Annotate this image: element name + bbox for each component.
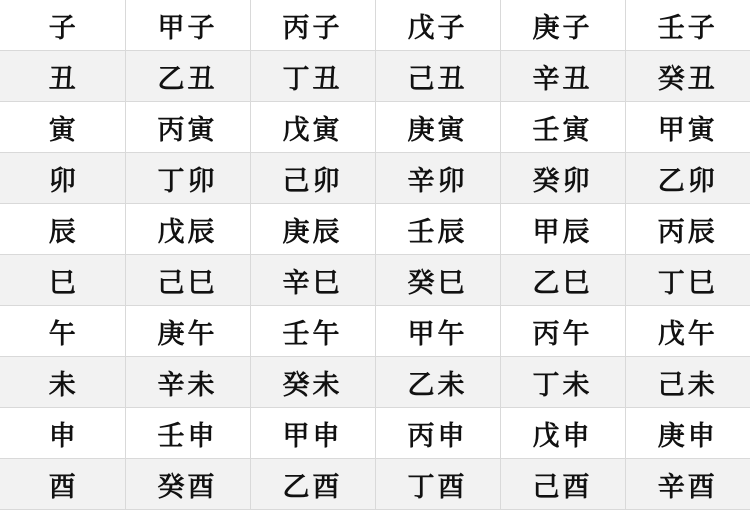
table-row <box>0 459 750 510</box>
table-cell <box>625 0 750 51</box>
cell-label: 甲寅 <box>626 108 750 147</box>
cell-label: 乙未 <box>376 363 500 402</box>
table-cell <box>250 255 375 306</box>
cell-label: 己巳 <box>126 261 250 300</box>
table-cell <box>250 357 375 408</box>
table-cell <box>125 459 250 510</box>
cell-label: 申 <box>0 414 125 453</box>
table-cell <box>375 255 500 306</box>
table-cell <box>625 306 750 357</box>
cell-label: 卯 <box>0 159 125 198</box>
table-row <box>0 153 750 204</box>
cell-label: 子 <box>0 6 125 45</box>
cell-label: 丙子 <box>251 6 375 45</box>
cell-label: 庚寅 <box>376 108 500 147</box>
cell-label: 壬辰 <box>376 210 500 249</box>
table-cell <box>250 153 375 204</box>
table-cell <box>625 102 750 153</box>
cell-label: 酉 <box>0 465 125 504</box>
table-cell <box>375 51 500 102</box>
cell-label: 己卯 <box>251 159 375 198</box>
table-row <box>0 102 750 153</box>
table-cell <box>125 102 250 153</box>
cell-label: 壬寅 <box>501 108 625 147</box>
cell-label: 丙申 <box>376 414 500 453</box>
cell-label: 未 <box>0 363 125 402</box>
table-cell-branch <box>0 255 125 306</box>
table-cell <box>500 306 625 357</box>
cell-label: 壬子 <box>626 6 750 45</box>
table-cell <box>125 255 250 306</box>
cell-label: 己未 <box>626 363 750 402</box>
cell-label: 辰 <box>0 210 125 249</box>
cell-label: 辛卯 <box>376 159 500 198</box>
table-cell <box>375 153 500 204</box>
table-cell <box>500 255 625 306</box>
cell-label: 戊辰 <box>126 210 250 249</box>
cell-label: 甲午 <box>376 312 500 351</box>
cell-label: 癸卯 <box>501 159 625 198</box>
cell-label: 戊寅 <box>251 108 375 147</box>
cell-label: 戊子 <box>376 6 500 45</box>
cell-label: 庚午 <box>126 312 250 351</box>
table-cell <box>250 0 375 51</box>
cell-label: 乙丑 <box>126 57 250 96</box>
cell-label: 癸酉 <box>126 465 250 504</box>
cell-label: 辛丑 <box>501 57 625 96</box>
table-cell-branch <box>0 459 125 510</box>
table-cell <box>125 357 250 408</box>
table-cell <box>625 153 750 204</box>
table-cell <box>125 306 250 357</box>
cell-label: 癸巳 <box>376 261 500 300</box>
table-cell <box>625 204 750 255</box>
cell-label: 辛巳 <box>251 261 375 300</box>
cell-label: 乙酉 <box>251 465 375 504</box>
cell-label: 己丑 <box>376 57 500 96</box>
cell-label: 丑 <box>0 57 125 96</box>
table-row <box>0 255 750 306</box>
cell-label: 巳 <box>0 261 125 300</box>
table-cell-branch <box>0 0 125 51</box>
table-cell <box>375 408 500 459</box>
table-cell <box>250 306 375 357</box>
table-cell <box>250 459 375 510</box>
cell-label: 戊申 <box>501 414 625 453</box>
table-row <box>0 357 750 408</box>
table-cell <box>375 306 500 357</box>
cell-label: 壬午 <box>251 312 375 351</box>
table-row <box>0 204 750 255</box>
cell-label: 庚子 <box>501 6 625 45</box>
table-row <box>0 306 750 357</box>
cell-label: 戊午 <box>626 312 750 351</box>
table-cell <box>375 0 500 51</box>
table-cell <box>125 51 250 102</box>
cell-label: 丙辰 <box>626 210 750 249</box>
table-cell <box>375 357 500 408</box>
table-cell <box>500 0 625 51</box>
cell-label: 壬申 <box>126 414 250 453</box>
cell-label: 庚辰 <box>251 210 375 249</box>
table-row <box>0 408 750 459</box>
table-cell <box>250 408 375 459</box>
cell-label: 辛未 <box>126 363 250 402</box>
table-cell-branch <box>0 204 125 255</box>
cell-label: 癸未 <box>251 363 375 402</box>
table-cell <box>500 102 625 153</box>
cell-label: 庚申 <box>626 414 750 453</box>
table-cell <box>250 204 375 255</box>
table-cell <box>375 204 500 255</box>
table-cell <box>250 102 375 153</box>
cell-label: 丁卯 <box>126 159 250 198</box>
cell-label: 癸丑 <box>626 57 750 96</box>
table-cell <box>375 459 500 510</box>
cell-label: 丁丑 <box>251 57 375 96</box>
table-row <box>0 0 750 51</box>
cell-label: 午 <box>0 312 125 351</box>
cell-label: 寅 <box>0 108 125 147</box>
table-cell <box>625 408 750 459</box>
cell-label: 丁酉 <box>376 465 500 504</box>
cell-label: 甲申 <box>251 414 375 453</box>
table-cell <box>500 459 625 510</box>
cell-label: 甲辰 <box>501 210 625 249</box>
table-cell <box>125 153 250 204</box>
cell-label: 己酉 <box>501 465 625 504</box>
cell-label: 丁未 <box>501 363 625 402</box>
cell-label: 丁巳 <box>626 261 750 300</box>
table-cell <box>500 408 625 459</box>
table-cell <box>500 357 625 408</box>
table-cell-branch <box>0 357 125 408</box>
table-cell-branch <box>0 153 125 204</box>
table-cell-branch <box>0 408 125 459</box>
table-cell <box>125 408 250 459</box>
cell-label: 甲子 <box>126 6 250 45</box>
cell-label: 辛酉 <box>626 465 750 504</box>
table-cell <box>375 102 500 153</box>
table-cell-branch <box>0 306 125 357</box>
table-cell <box>625 255 750 306</box>
table-cell <box>125 204 250 255</box>
table-cell <box>500 51 625 102</box>
cell-label: 乙巳 <box>501 261 625 300</box>
table-cell <box>625 459 750 510</box>
table-cell <box>500 204 625 255</box>
cell-label: 丙午 <box>501 312 625 351</box>
cell-label: 丙寅 <box>126 108 250 147</box>
table-cell <box>500 153 625 204</box>
table-cell-branch <box>0 51 125 102</box>
table-row <box>0 51 750 102</box>
table-cell <box>625 357 750 408</box>
table-cell <box>625 51 750 102</box>
cell-label: 乙卯 <box>626 159 750 198</box>
table-cell-branch <box>0 102 125 153</box>
table-cell <box>125 0 250 51</box>
table-cell <box>250 51 375 102</box>
